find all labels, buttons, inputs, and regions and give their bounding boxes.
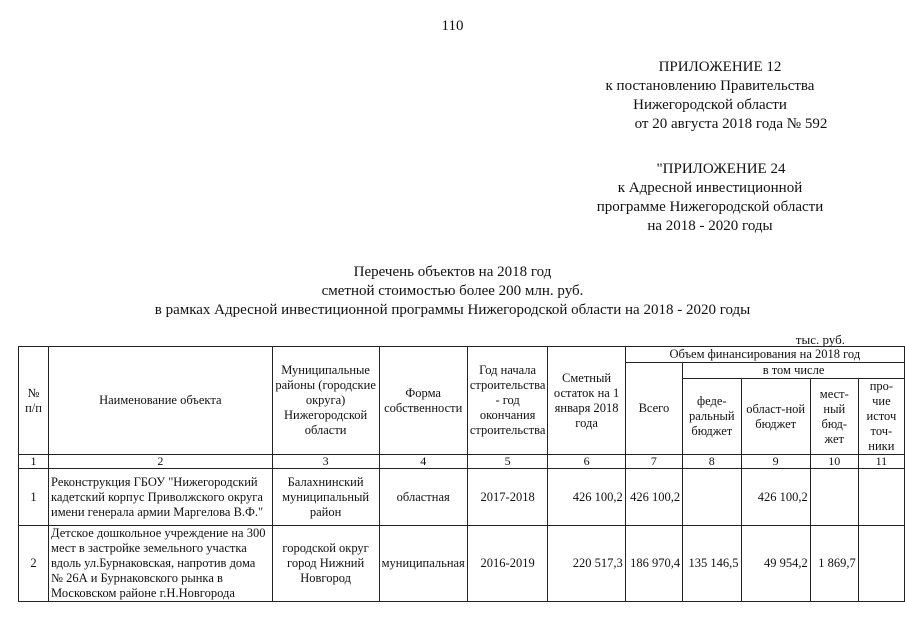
cell-years: 2017-2018 [467, 469, 548, 526]
cell-years: 2016-2019 [467, 526, 548, 602]
cell-num: 2 [19, 526, 49, 602]
cell-num: 1 [19, 469, 49, 526]
header-municipal: Муниципальные районы (городские округа) Нижегородской области [272, 347, 379, 455]
column-number: 2 [49, 455, 273, 469]
column-number: 3 [272, 455, 379, 469]
cell-federal: 135 146,5 [683, 526, 741, 602]
cell-local [810, 469, 858, 526]
cell-municipal: городской округ город Нижний Новгород [272, 526, 379, 602]
header-total: Всего [625, 363, 682, 455]
appendix-line: от 20 августа 2018 года № 592 [634, 116, 828, 132]
column-number: 7 [625, 455, 682, 469]
cell-local: 1 869,7 [810, 526, 858, 602]
appendix24-line: к Адресной инвестиционной [617, 180, 803, 196]
column-number: 8 [683, 455, 741, 469]
column-number: 11 [858, 455, 904, 469]
cell-federal [683, 469, 741, 526]
column-number: 10 [810, 455, 858, 469]
column-number: 1 [19, 455, 49, 469]
cell-total: 426 100,2 [625, 469, 682, 526]
cell-ownership: муниципальная [379, 526, 467, 602]
column-number: 9 [741, 455, 810, 469]
appendix-header [560, 58, 860, 134]
document-title-line: сметной стоимостью более 200 млн. руб. [321, 283, 584, 299]
cell-name: Детское дошкольное учреждение на 300 мест в застройке земельного участка вдоль ул.Бурнаковская, напротив дома № 26А и Бурнаковского рынка в Московском районе г.Н.Новгорода [49, 526, 273, 602]
cell-name: Реконструкция ГБОУ "Нижегородский кадетский корпус Приволжского округа имени генерала армии Маргелова В.Ф." [49, 469, 273, 526]
header-funding-group: Объем финансирования на 2018 год [625, 347, 904, 363]
appendix-line: к постановлению Правительства [605, 78, 815, 94]
objects-table [18, 346, 905, 602]
column-number: 6 [548, 455, 625, 469]
header-remainder: Сметный остаток на 1 января 2018 года [548, 347, 625, 455]
cell-regional: 49 954,2 [741, 526, 810, 602]
header-local: мест-ный бюд-жет [810, 379, 858, 455]
header-including: в том числе [683, 363, 905, 379]
cell-municipal: Балахнинский муниципальный район [272, 469, 379, 526]
cell-total: 186 970,4 [625, 526, 682, 602]
header-regional: област-ной бюджет [741, 379, 810, 455]
header-years: Год начала строительства - год окончания строительства [467, 347, 548, 455]
header-ownership: Форма собственности [379, 347, 467, 455]
appendix24-line: на 2018 - 2020 годы [647, 218, 773, 234]
cell-ownership: областная [379, 469, 467, 526]
column-number: 4 [379, 455, 467, 469]
document-title-line: в рамках Адресной инвестиционной программы Нижегородской области на 2018 - 2020 годы [154, 302, 751, 318]
header-name: Наименование объекта [49, 347, 273, 455]
units-label: тыс. руб. [795, 332, 845, 347]
cell-remainder: 220 517,3 [548, 526, 625, 602]
document-title [0, 263, 905, 320]
document-title-line: Перечень объектов на 2018 год [353, 264, 552, 280]
appendix24-header [560, 160, 860, 236]
header-other: про-чие источ точ-ники [858, 379, 904, 455]
table-row [19, 469, 905, 526]
table-row [19, 526, 905, 602]
header-num: № п/п [19, 347, 49, 455]
page-number: 110 [441, 18, 464, 34]
header-federal: феде-ральный бюджет [683, 379, 741, 455]
cell-regional: 426 100,2 [741, 469, 810, 526]
cell-other [858, 526, 904, 602]
cell-remainder: 426 100,2 [548, 469, 625, 526]
appendix24-line: программе Нижегородской области [596, 199, 824, 215]
appendix-line: Нижегородской области [633, 97, 787, 113]
appendix24-title: "ПРИЛОЖЕНИЕ 24 [656, 161, 786, 177]
cell-other [858, 469, 904, 526]
appendix-title: ПРИЛОЖЕНИЕ 12 [658, 59, 782, 75]
column-number: 5 [467, 455, 548, 469]
